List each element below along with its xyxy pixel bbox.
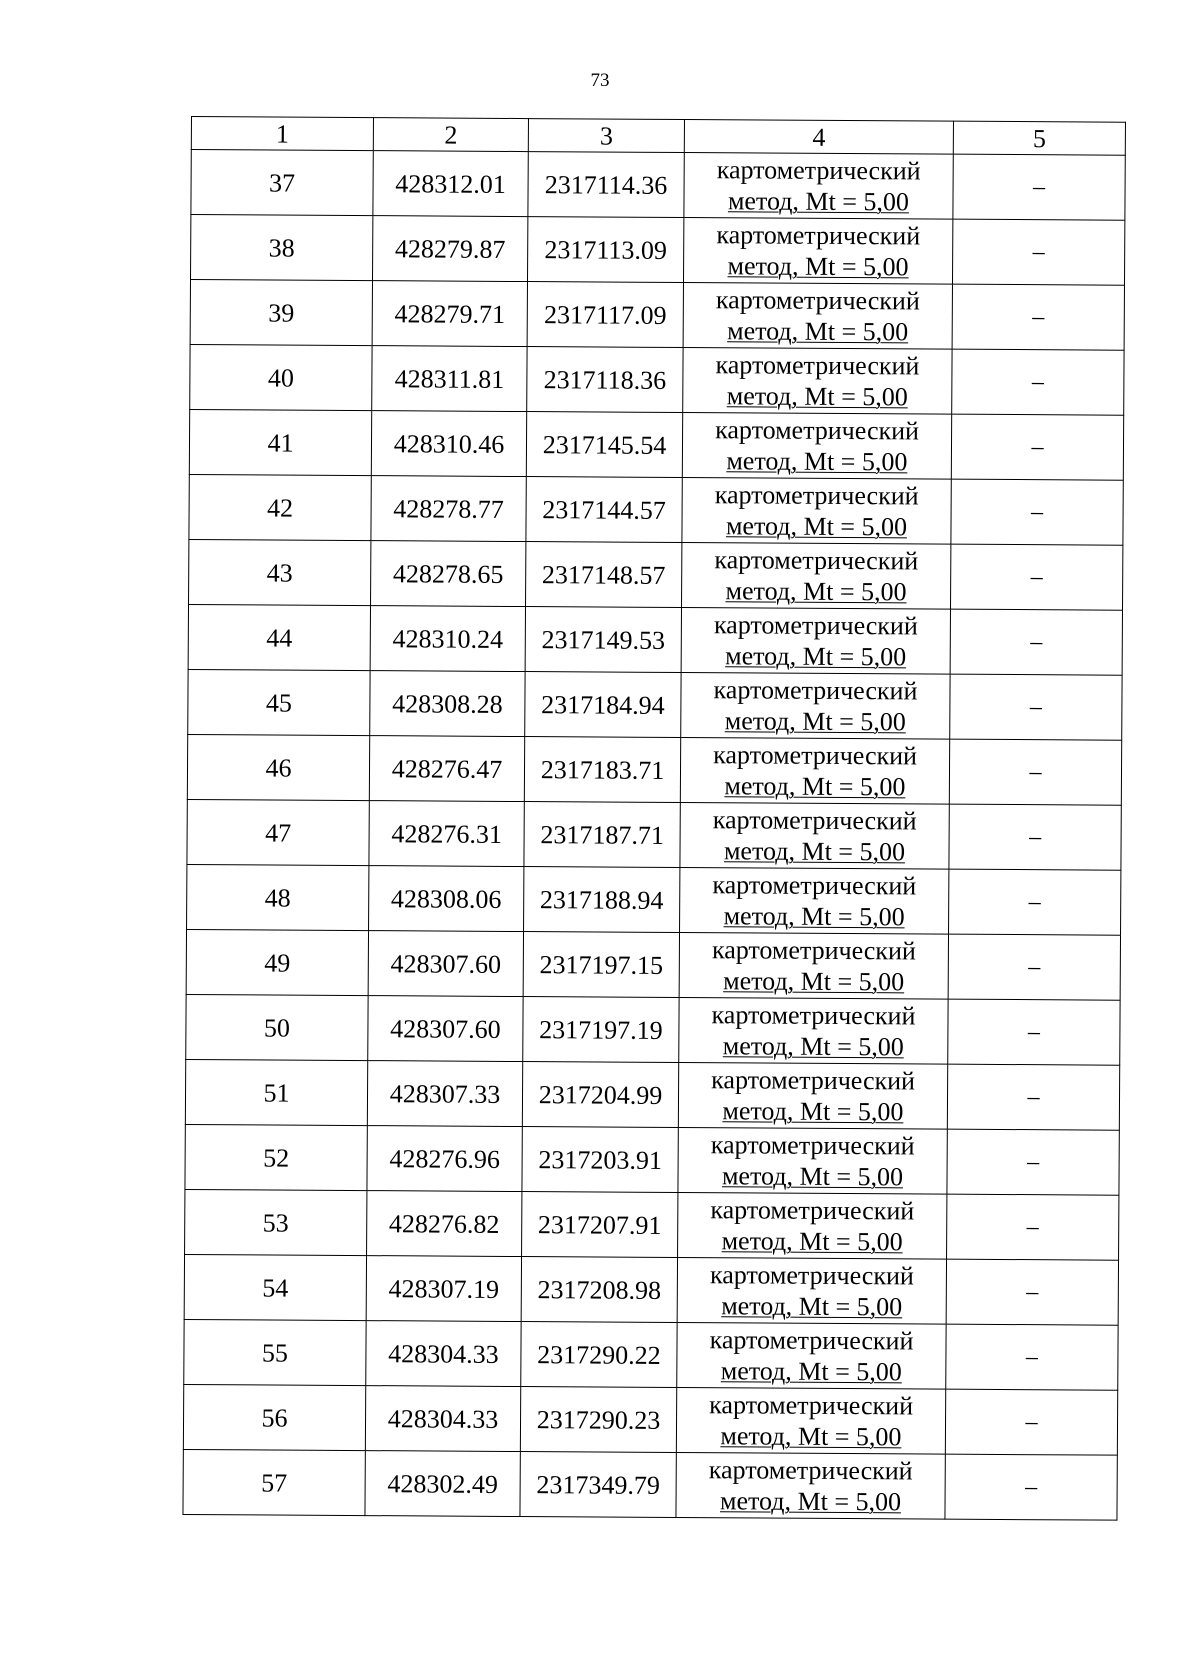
table-row bbox=[186, 929, 1120, 1000]
method-cell bbox=[678, 1062, 947, 1129]
table-row bbox=[188, 669, 1122, 740]
x-coordinate-cell: 428307.60 bbox=[368, 931, 523, 997]
method-cell bbox=[680, 803, 949, 870]
method-line-1: картометрический bbox=[716, 155, 921, 186]
method-line-2: метод, Mt = 5,00 bbox=[727, 316, 909, 347]
method-line-2: метод, Mt = 5,00 bbox=[722, 1031, 904, 1062]
method-cell bbox=[677, 1322, 946, 1389]
point-number-cell: 53 bbox=[185, 1189, 367, 1255]
y-coordinate-cell: 2317114.36 bbox=[528, 152, 684, 218]
method-line-1: картометрический bbox=[711, 1000, 916, 1031]
x-coordinate-cell: 428279.71 bbox=[372, 281, 527, 347]
table-row bbox=[185, 1189, 1119, 1260]
y-coordinate-cell: 2317183.71 bbox=[524, 737, 680, 803]
point-number-cell: 56 bbox=[183, 1384, 365, 1450]
table-row bbox=[186, 994, 1120, 1065]
note-cell: – bbox=[947, 1129, 1119, 1195]
note-cell: – bbox=[948, 934, 1120, 1000]
method-line-1: картометрический bbox=[709, 1325, 914, 1356]
table-row bbox=[184, 1254, 1118, 1325]
point-number-cell: 38 bbox=[191, 215, 373, 281]
point-number-cell: 48 bbox=[187, 864, 369, 930]
method-line-2: метод, Mt = 5,00 bbox=[720, 1356, 902, 1387]
method-line-2: метод, Mt = 5,00 bbox=[725, 576, 907, 607]
x-coordinate-cell: 428276.47 bbox=[369, 736, 524, 802]
method-line-2: метод, Mt = 5,00 bbox=[724, 771, 906, 802]
point-number-cell: 46 bbox=[187, 734, 369, 800]
method-line-2: метод, Mt = 5,00 bbox=[723, 966, 905, 997]
table-row bbox=[185, 1059, 1119, 1130]
y-coordinate-cell: 2317117.09 bbox=[527, 282, 683, 348]
point-number-cell: 44 bbox=[188, 604, 370, 670]
table-row bbox=[189, 409, 1123, 480]
point-number-cell: 57 bbox=[183, 1449, 365, 1515]
y-coordinate-cell: 2317290.22 bbox=[521, 1322, 677, 1388]
method-line-2: метод, Mt = 5,00 bbox=[721, 1291, 903, 1322]
table-row bbox=[187, 799, 1121, 870]
x-coordinate-cell: 428276.31 bbox=[369, 801, 524, 867]
x-coordinate-cell: 428308.28 bbox=[370, 671, 525, 737]
y-coordinate-cell: 2317113.09 bbox=[527, 217, 683, 283]
method-line-2: метод, Mt = 5,00 bbox=[722, 1096, 904, 1127]
method-line-2: метод, Mt = 5,00 bbox=[719, 1486, 902, 1517]
y-coordinate-cell: 2317118.36 bbox=[527, 347, 683, 413]
y-coordinate-cell: 2317144.57 bbox=[526, 477, 682, 543]
note-cell: – bbox=[950, 674, 1122, 740]
y-coordinate-cell: 2317203.91 bbox=[522, 1127, 678, 1193]
x-coordinate-cell: 428276.96 bbox=[367, 1126, 522, 1192]
method-line-1: картометрический bbox=[711, 1065, 916, 1096]
note-cell: – bbox=[948, 999, 1120, 1065]
point-number-cell: 43 bbox=[189, 539, 371, 605]
method-line-2: метод, Mt = 5,00 bbox=[721, 1161, 904, 1192]
table-row bbox=[187, 734, 1121, 805]
method-line-1: картометрический bbox=[710, 1195, 915, 1226]
point-number-cell: 51 bbox=[185, 1059, 367, 1125]
note-cell: – bbox=[952, 284, 1124, 350]
method-cell bbox=[679, 997, 948, 1064]
header-col-1: 1 bbox=[191, 117, 373, 151]
note-cell: – bbox=[945, 1389, 1117, 1455]
method-cell bbox=[678, 1127, 947, 1194]
y-coordinate-cell: 2317188.94 bbox=[524, 867, 680, 933]
method-line-1: картометрический bbox=[715, 285, 920, 316]
method-line-2: метод, Mt = 5,00 bbox=[723, 901, 905, 932]
y-coordinate-cell: 2317204.99 bbox=[522, 1062, 678, 1128]
x-coordinate-cell: 428276.82 bbox=[367, 1191, 522, 1257]
method-cell bbox=[683, 283, 952, 350]
y-coordinate-cell: 2317187.71 bbox=[524, 802, 680, 868]
y-coordinate-cell: 2317207.91 bbox=[522, 1192, 678, 1258]
method-cell bbox=[684, 153, 953, 220]
method-line-1: картометрический bbox=[714, 480, 919, 511]
method-cell bbox=[678, 1192, 947, 1259]
method-line-1: картометрический bbox=[709, 1390, 914, 1421]
point-number-cell: 47 bbox=[187, 799, 369, 865]
method-cell bbox=[682, 478, 951, 545]
x-coordinate-cell: 428278.65 bbox=[371, 541, 526, 607]
method-line-1: картометрический bbox=[712, 870, 917, 901]
page-number: 73 bbox=[590, 70, 610, 91]
header-col-2: 2 bbox=[373, 118, 528, 152]
method-line-2: метод, Mt = 5,00 bbox=[725, 511, 908, 542]
method-cell bbox=[682, 543, 951, 610]
y-coordinate-cell: 2317290.23 bbox=[520, 1387, 676, 1453]
method-cell bbox=[676, 1387, 945, 1454]
method-line-1: картометрический bbox=[709, 1260, 914, 1291]
note-cell: – bbox=[947, 1194, 1119, 1260]
table-row bbox=[184, 1319, 1118, 1390]
method-line-1: картометрический bbox=[716, 220, 921, 251]
y-coordinate-cell: 2317148.57 bbox=[526, 542, 682, 608]
header-col-4: 4 bbox=[684, 120, 953, 155]
note-cell: – bbox=[949, 739, 1121, 805]
y-coordinate-cell: 2317184.94 bbox=[525, 672, 681, 738]
x-coordinate-cell: 428310.46 bbox=[371, 411, 526, 477]
note-cell: – bbox=[950, 609, 1122, 675]
method-cell bbox=[683, 348, 952, 415]
note-cell: – bbox=[946, 1259, 1118, 1325]
y-coordinate-cell: 2317208.98 bbox=[521, 1257, 677, 1323]
method-line-2: метод, Mt = 5,00 bbox=[724, 706, 906, 737]
method-line-1: картометрический bbox=[713, 740, 918, 771]
point-number-cell: 40 bbox=[190, 344, 372, 410]
note-cell: – bbox=[945, 1454, 1117, 1520]
x-coordinate-cell: 428304.33 bbox=[366, 1321, 521, 1387]
y-coordinate-cell: 2317349.79 bbox=[520, 1452, 676, 1518]
table-row bbox=[190, 280, 1124, 351]
table-row bbox=[190, 344, 1124, 415]
method-cell bbox=[682, 413, 951, 480]
coordinates-table bbox=[182, 116, 1126, 1521]
table-row bbox=[191, 215, 1125, 286]
point-number-cell: 41 bbox=[189, 409, 371, 475]
table-row bbox=[188, 604, 1122, 675]
table-row bbox=[187, 864, 1121, 935]
method-cell bbox=[676, 1452, 945, 1519]
note-cell: – bbox=[952, 219, 1124, 285]
point-number-cell: 50 bbox=[186, 994, 368, 1060]
table-row bbox=[183, 1449, 1117, 1520]
method-line-1: картометрический bbox=[708, 1455, 913, 1486]
note-cell: – bbox=[949, 869, 1121, 935]
table-row bbox=[191, 150, 1125, 221]
x-coordinate-cell: 428307.33 bbox=[367, 1061, 522, 1127]
point-number-cell: 54 bbox=[184, 1254, 366, 1320]
method-line-1: картометрический bbox=[712, 805, 917, 836]
method-cell bbox=[680, 868, 949, 935]
note-cell: – bbox=[951, 544, 1123, 610]
table-row bbox=[183, 1384, 1117, 1455]
point-number-cell: 55 bbox=[184, 1319, 366, 1385]
y-coordinate-cell: 2317197.19 bbox=[523, 997, 679, 1063]
method-line-1: картометрический bbox=[714, 545, 919, 576]
x-coordinate-cell: 428304.33 bbox=[365, 1386, 520, 1452]
note-cell: – bbox=[946, 1324, 1118, 1390]
method-line-1: картометрический bbox=[710, 1130, 915, 1161]
point-number-cell: 37 bbox=[191, 150, 373, 216]
note-cell: – bbox=[952, 349, 1124, 415]
method-cell bbox=[677, 1257, 946, 1324]
method-cell bbox=[683, 218, 952, 285]
note-cell: – bbox=[947, 1064, 1119, 1130]
note-cell: – bbox=[951, 479, 1123, 545]
x-coordinate-cell: 428311.81 bbox=[372, 346, 527, 412]
method-line-2: метод, Mt = 5,00 bbox=[725, 641, 907, 672]
method-line-1: картометрический bbox=[711, 935, 916, 966]
method-line-2: метод, Mt = 5,00 bbox=[726, 446, 908, 477]
method-line-2: метод, Mt = 5,00 bbox=[720, 1421, 902, 1452]
method-line-2: метод, Mt = 5,00 bbox=[723, 836, 906, 867]
method-line-2: метод, Mt = 5,00 bbox=[727, 186, 910, 217]
point-number-cell: 52 bbox=[185, 1124, 367, 1190]
method-line-1: картометрический bbox=[715, 415, 920, 446]
method-line-1: картометрический bbox=[713, 610, 918, 641]
x-coordinate-cell: 428307.60 bbox=[368, 996, 523, 1062]
x-coordinate-cell: 428302.49 bbox=[365, 1451, 520, 1517]
x-coordinate-cell: 428310.24 bbox=[370, 606, 525, 672]
table-row bbox=[185, 1124, 1119, 1195]
table-row bbox=[189, 539, 1123, 610]
method-cell bbox=[681, 608, 950, 675]
x-coordinate-cell: 428278.77 bbox=[371, 476, 526, 542]
y-coordinate-cell: 2317145.54 bbox=[526, 412, 682, 478]
x-coordinate-cell: 428312.01 bbox=[373, 151, 528, 217]
method-line-2: метод, Mt = 5,00 bbox=[721, 1226, 903, 1257]
table-row bbox=[189, 474, 1123, 545]
method-line-2: метод, Mt = 5,00 bbox=[727, 251, 909, 282]
y-coordinate-cell: 2317149.53 bbox=[525, 607, 681, 673]
note-cell: – bbox=[953, 154, 1125, 220]
method-cell bbox=[681, 673, 950, 740]
point-number-cell: 49 bbox=[186, 929, 368, 995]
header-col-3: 3 bbox=[528, 119, 684, 153]
method-line-2: метод, Mt = 5,00 bbox=[726, 381, 908, 412]
point-number-cell: 45 bbox=[188, 669, 370, 735]
x-coordinate-cell: 428307.19 bbox=[366, 1256, 521, 1322]
x-coordinate-cell: 428308.06 bbox=[369, 866, 524, 932]
method-line-1: картометрический bbox=[715, 350, 920, 381]
header-col-5: 5 bbox=[953, 121, 1125, 155]
note-cell: – bbox=[949, 804, 1121, 870]
method-cell bbox=[679, 932, 948, 999]
point-number-cell: 42 bbox=[189, 474, 371, 540]
y-coordinate-cell: 2317197.15 bbox=[523, 932, 679, 998]
x-coordinate-cell: 428279.87 bbox=[372, 216, 527, 282]
table-body bbox=[183, 150, 1125, 1521]
method-cell bbox=[680, 738, 949, 805]
method-line-1: картометрический bbox=[713, 675, 918, 706]
note-cell: – bbox=[951, 414, 1123, 480]
point-number-cell: 39 bbox=[190, 280, 372, 346]
